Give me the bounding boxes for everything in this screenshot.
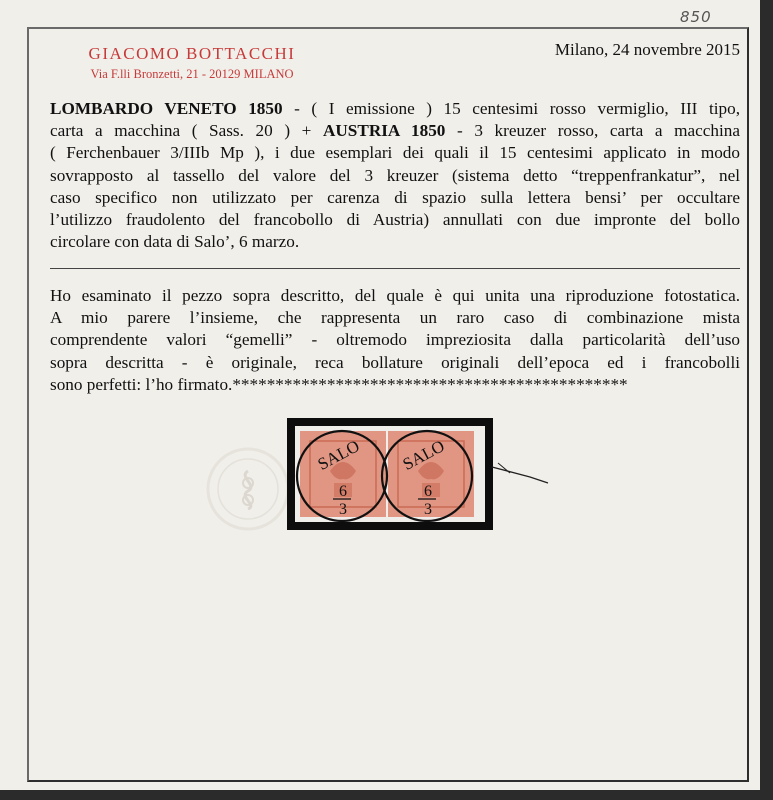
expert-opinion — [50, 285, 740, 396]
description-line: sovrapposto al tassello del valore del 3 kreuzer (sistema detto “treppenfrankatur”, nel — [50, 165, 740, 185]
description-line: ( Ferchenbauer 3/IIIb Mp ), i due esemplari dei quali il 15 centesimi applicato in modo — [50, 143, 740, 163]
description-line: l’utilizzo fraudolento del francobollo di Austria) annullati con due impronte del bollo — [50, 210, 740, 230]
opinion-line: comprendente valori “gemelli” - oltremodo impreziosita dalla particolarità dell’uso — [50, 330, 740, 350]
description-line: caso specifico non utilizzato per carenza di spazio sulla lettera bensi’ per occultare — [50, 187, 740, 207]
expert-name: GIACOMO BOTTACCHI — [88, 44, 296, 63]
divider — [50, 268, 740, 269]
place-date: Milano, 24 novembre 2015 — [554, 40, 740, 59]
postmark-month: 3 — [424, 501, 432, 518]
embossed-seal — [204, 445, 292, 533]
scan-border-right — [760, 0, 773, 800]
postmark-day: 6 — [424, 483, 432, 500]
stamp-photo — [287, 418, 493, 530]
opinion-line: A mio parere l’insieme, che rappresenta un raro caso di combinazione mista — [50, 308, 740, 328]
postmark-town: SALO — [399, 436, 448, 474]
scan-border-bottom — [0, 790, 773, 800]
opinion-line: sono perfetti: l’ho firmato.********************************************** — [50, 374, 628, 394]
postmark-town: SALO — [314, 436, 363, 474]
postmark-month: 3 — [339, 501, 347, 518]
stamp-description — [50, 98, 740, 253]
description-line: LOMBARDO VENETO 1850 - ( I emissione ) 15 centesimi rosso vermiglio, III tipo, — [50, 99, 740, 118]
description-line: circolare con data di Salo’, 6 marzo. — [50, 232, 300, 252]
postmark-day: 6 — [339, 483, 347, 500]
reference-number: 850 — [680, 8, 712, 26]
description-line: carta a macchina ( Sass. 20 ) + AUSTRIA 1850 - 3 kreuzer rosso, carta a macchina — [50, 121, 740, 141]
opinion-line: Ho esaminato il pezzo sopra descritto, del quale è qui unita una riproduzione fotostatica. — [50, 286, 740, 305]
postmarks — [287, 418, 493, 530]
signature-pen-stroke — [490, 455, 550, 495]
opinion-line: sopra descritta - è originale, reca bollature originali dell’epoca ed i francobolli — [50, 352, 740, 372]
expert-address: Via F.lli Bronzetti, 21 - 20129 MILANO — [90, 67, 294, 81]
